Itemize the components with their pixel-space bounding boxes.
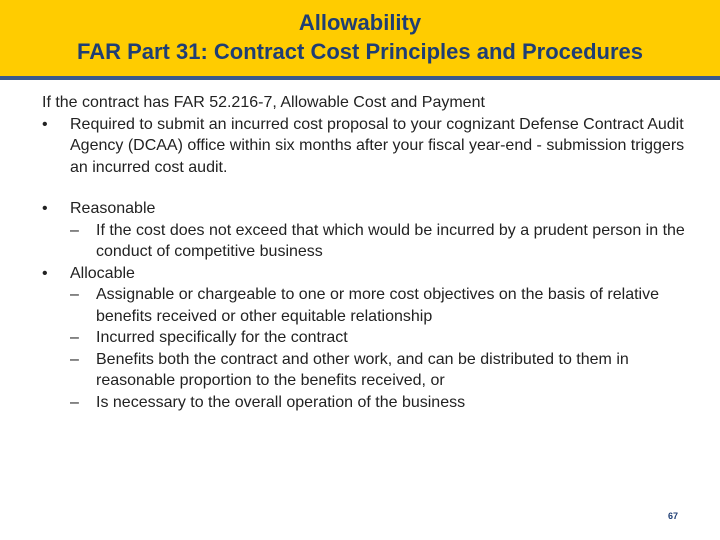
list-item: [42, 263, 692, 285]
dash-marker: –: [70, 350, 79, 368]
dash-marker: –: [70, 221, 79, 239]
page-number: 67: [668, 511, 679, 521]
reasonable-item: If the cost does not exceed that which would be incurred by a prudent person in the conduct of competitive business: [96, 221, 685, 260]
intro-text: If the contract has FAR 52.216-7, Allowable Cost and Payment: [42, 94, 485, 111]
slide-header: [0, 0, 720, 76]
allocable-label: Allocable: [70, 264, 135, 282]
bullet-marker: •: [42, 115, 48, 133]
intro-bullet-text: Required to submit an incurred cost proposal to your cognizant Defense Contract Audit Agency (DCAA) office within six months after your fiscal year-end - submission triggers an incurred cost audit.: [70, 115, 685, 176]
allocable-item: Benefits both the contract and other work, and can be distributed to them in reasonable proportion to the benefits received, or: [96, 350, 629, 389]
slide-body: [42, 92, 692, 413]
allocable-item: Assignable or chargeable to one or more cost objectives on the basis of relative benefits received or other equitable relationship: [96, 286, 659, 325]
dash-marker: –: [70, 286, 79, 303]
bullet-marker: •: [42, 200, 48, 217]
sub-list-item: [70, 327, 692, 349]
list-item: [42, 114, 692, 179]
reasonable-label: Reasonable: [70, 200, 156, 217]
list-item: [42, 198, 692, 220]
dash-marker: –: [70, 329, 79, 346]
slide-title: Allowability: [298, 10, 422, 35]
sub-list-item: [70, 284, 692, 327]
sub-list-item: [70, 220, 692, 263]
sub-list-item: [70, 392, 692, 414]
header-divider: [0, 76, 720, 80]
allocable-item: Incurred specifically for the contract: [96, 329, 348, 346]
dash-marker: –: [70, 393, 79, 411]
slide-subtitle: FAR Part 31: Contract Cost Principles and Procedures: [76, 39, 644, 64]
bullet-marker: •: [42, 264, 48, 282]
sub-list-item: [70, 349, 692, 392]
allocable-item: Is necessary to the overall operation of the business: [96, 393, 466, 411]
